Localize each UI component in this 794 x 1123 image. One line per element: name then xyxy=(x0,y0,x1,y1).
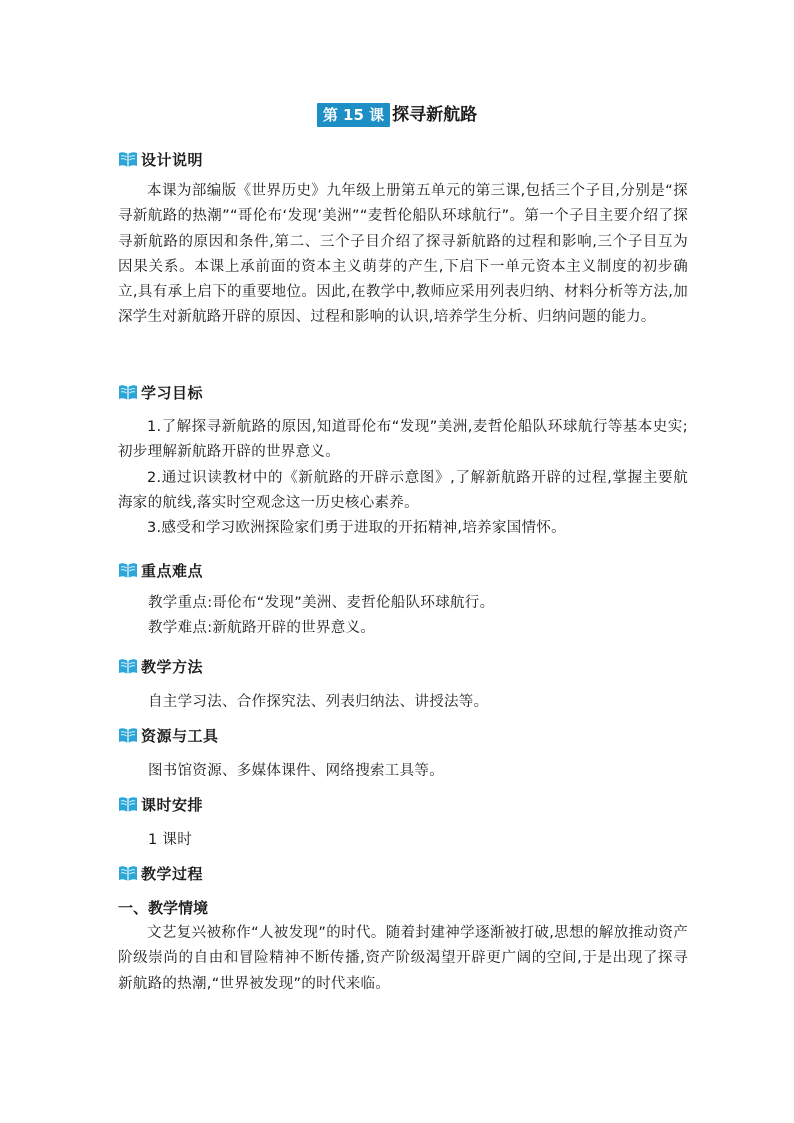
section-heading xyxy=(118,724,688,746)
section-heading xyxy=(118,148,688,170)
goal-item: 3.感受和学习欧洲探险家们勇于进取的开拓精神,培养家国情怀。 xyxy=(147,520,566,537)
process-paragraph: 文艺复兴被称作“人被发现”的时代。随着封建神学逐渐被打破,思想的解放推动资产阶级崇尚的自由和冒险精神不断传播,资产阶级渴望开辟更广阔的空间,于是出现了探寻新航路的热潮,“世界被发现”的时代来临。 xyxy=(118,925,688,992)
section-heading xyxy=(118,655,688,677)
section-design xyxy=(118,148,688,331)
section-title: 学习目标 xyxy=(141,383,204,402)
lesson-number-badge: 第 15 课 xyxy=(317,103,390,127)
method-line: 自主学习法、合作探究法、列表归纳法、讲授法等。 xyxy=(148,694,489,710)
section-title: 重点难点 xyxy=(141,561,204,580)
section-title: 设计说明 xyxy=(141,150,204,169)
section-heading xyxy=(118,381,688,403)
section-title: 课时安排 xyxy=(141,795,204,814)
book-icon xyxy=(118,657,138,675)
section-schedule xyxy=(118,793,688,853)
book-icon xyxy=(118,383,138,401)
section-resources xyxy=(118,724,688,784)
section-paragraph: 本课为部编版《世界历史》九年级上册第五单元的第三课,包括三个子目,分别是“探寻新航路的热潮”“哥伦布‘发现’美洲”“麦哲伦船队环球航行”。第一个子目主要介绍了探寻新航路的原因和条件,第二、三个子目介绍了探寻新航路的过程和影响,三个子目互为因果关系。本课上承前面的资本主义萌芽的产生,下启下一单元资本主义制度的初步确立,具有承上启下的重要地位。因此,在教学中,教师应采用列表归纳、材料分析等方法,加深学生对新航路开辟的原因、过程和影响的认识,培养学生分析、归纳问题的能力。 xyxy=(118,183,688,326)
difficulty-line: 教学难点:新航路开辟的世界意义。 xyxy=(148,620,376,637)
resources-line: 图书馆资源、多媒体课件、网络搜索工具等。 xyxy=(148,763,444,779)
key-point-line: 教学重点:哥伦布“发现”美洲、麦哲伦船队环球航行。 xyxy=(148,595,495,611)
goal-item: 1.了解探寻新航路的原因,知道哥伦布“发现”美洲,麦哲伦船队环球航行等基本史实;初步理解新航路开辟的世界意义。 xyxy=(118,419,688,461)
section-heading xyxy=(118,862,688,884)
process-subheading: 一、教学情境 xyxy=(118,899,209,917)
section-title: 教学过程 xyxy=(141,864,204,883)
section-key-points xyxy=(118,559,688,642)
book-icon xyxy=(118,561,138,579)
book-icon xyxy=(118,150,138,168)
goal-item: 2.通过识读教材中的《新航路的开辟示意图》,了解新航路开辟的过程,掌握主要航海家的航线,落实时空观念这一历史核心素养。 xyxy=(118,469,688,511)
section-heading xyxy=(118,559,688,581)
schedule-line: 1 课时 xyxy=(148,832,193,848)
section-method xyxy=(118,655,688,715)
book-icon xyxy=(118,864,138,882)
book-icon xyxy=(118,795,138,813)
section-title: 资源与工具 xyxy=(141,726,219,745)
lesson-title-text: 探寻新航路 xyxy=(392,105,478,125)
lesson-title xyxy=(0,103,794,127)
section-heading xyxy=(118,793,688,815)
section-title: 教学方法 xyxy=(141,657,204,676)
section-process xyxy=(118,862,688,997)
book-icon xyxy=(118,726,138,744)
section-goals xyxy=(118,381,688,541)
